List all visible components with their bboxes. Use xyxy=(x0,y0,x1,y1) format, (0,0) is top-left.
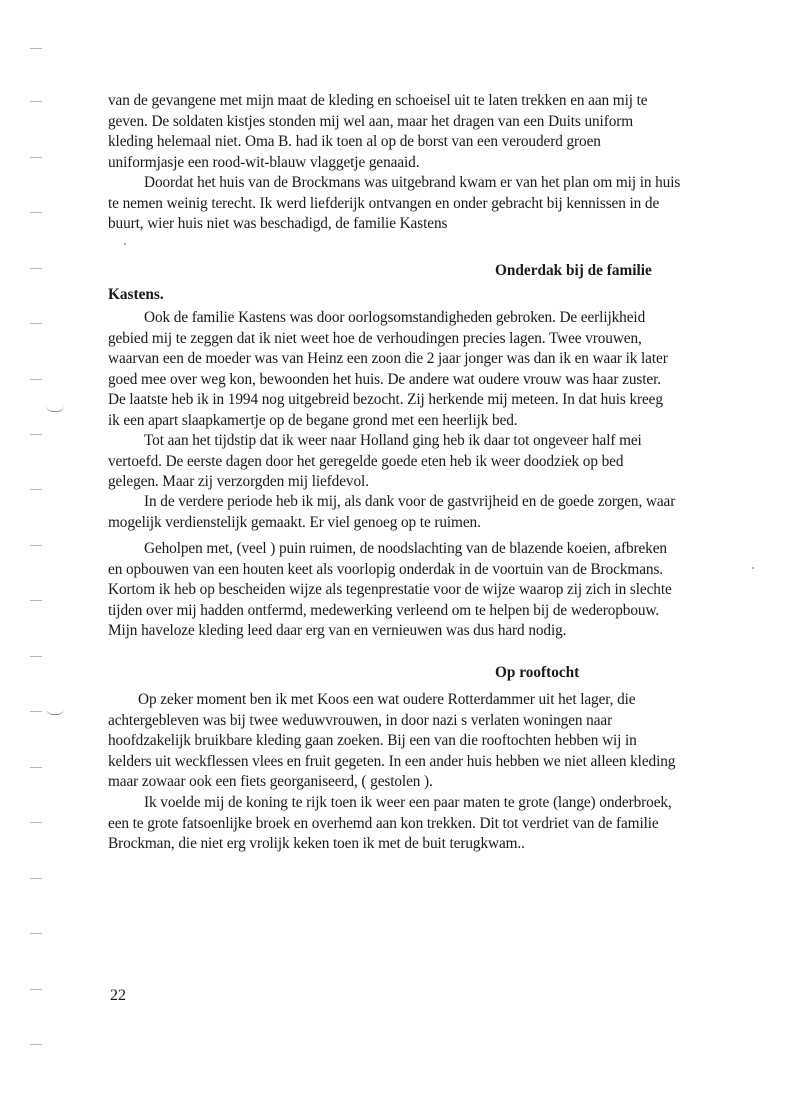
margin-mark xyxy=(30,489,42,490)
margin-mark xyxy=(30,48,42,49)
section-heading: Onderdak bij de familie xyxy=(495,262,652,279)
margin-mark xyxy=(30,656,42,657)
margin-curve xyxy=(46,405,64,412)
margin-mark xyxy=(30,268,42,269)
margin-mark xyxy=(30,434,42,435)
margin-mark xyxy=(30,989,42,990)
margin-mark xyxy=(30,101,42,102)
paragraph: Doordat het huis van de Brockmans was uitgebrand kwam er van het plan om mij in huis te nemen weinig terecht. Ik werd liefderijk ontvangen en onder gebracht bij kennissen in de buurt, wier huis niet was beschadigd, de familie Kastens xyxy=(108,174,681,232)
margin-mark xyxy=(30,600,42,601)
paragraph: Ik voelde mij de koning te rijk toen ik weer een paar maten te grote (lange) onderbroek, een te grote fatsoenlijke broek en overhemd aan kon trekken. Dit tot verdriet van de familie Brockman, die niet erg vrolijk keken toen ik met de buit terugkwam.. xyxy=(108,794,672,852)
margin-mark xyxy=(30,767,42,768)
margin-mark xyxy=(30,379,42,380)
margin-mark xyxy=(30,933,42,934)
margin-curve xyxy=(46,708,64,715)
margin-mark xyxy=(30,157,42,158)
section-heading: Op rooftocht xyxy=(495,664,580,681)
paragraph: Op zeker moment ben ik met Koos een wat oudere Rotterdammer uit het lager, die achtergebleven was bij twee weduwvrouwen, in door nazi s verlaten woningen naar hoofdzakelijk bruikbare kleding gaan zoeken. Bij een van die rooftochten hebben wij in kelders uit weckflessen vlees en fruit gegeten. In een ander huis hebben we niet alleen kleding maar zowaar ook een fiets georganiseerd, ( gestolen ). xyxy=(108,691,676,790)
paragraph: van de gevangene met mijn maat de kleding en schoeisel uit te laten trekken en aan mij te geven. De soldaten kistjes stonden mij wel aan, maar het dragen van een Duits uniform kleding helemaal niet. Oma B. had ik toen al op de borst van een verouderd groen uniformjasje een rood-wit-blauw vlaggetje genaaid. xyxy=(108,92,648,171)
margin-mark xyxy=(30,323,42,324)
margin-mark xyxy=(30,1044,42,1045)
paragraph: Geholpen met, (veel ) puin ruimen, de noodslachting van de blazende koeien, afbreken en opbouwen van een houten keet als voorlopig onderdak in de voortuin van de Brockmans. Kortom ik heb op bescheiden wijze als tegenprestatie voor de wijze waarop zij zich in slechte tijden over mij hadden ontfermd, medewerking verleend om te helpen bij de wederopbouw. Mijn haveloze kleding leed daar erg van en vernieuwen was dus hard nodig. xyxy=(108,540,672,639)
margin-mark xyxy=(30,545,42,546)
paragraph: Ook de familie Kastens was door oorlogsomstandigheden gebroken. De eerlijkheid gebied mij te zeggen dat ik niet weet hoe de verhoudingen precies lagen. Twee vrouwen, waarvan een de moeder was van Heinz een zoon die 2 jaar jonger was dan ik en waar ik later goed mee over weg kon, bewoonden het huis. De andere wat oudere vrouw was haar zuster. De laatste heb ik in 1994 nog uitgebreid bezocht. Zij herkende mij meteen. In dat huis kreeg ik een apart slaapkamertje op de begane grond met een heerlijk bed. xyxy=(108,309,668,429)
margin-mark xyxy=(30,822,42,823)
scan-speck xyxy=(124,243,126,245)
scan-speck xyxy=(752,567,754,569)
margin-mark xyxy=(30,878,42,879)
margin-mark xyxy=(30,711,42,712)
section-heading: Kastens. xyxy=(108,286,164,303)
paragraph: Tot aan het tijdstip dat ik weer naar Holland ging heb ik daar tot ongeveer half mei vertoefd. De eerste dagen door het geregelde goede eten heb ik weer doodziek op bed gelegen. Maar zij verzorgden mij liefdevol. xyxy=(108,432,642,490)
margin-mark xyxy=(30,212,42,213)
page-number: 22 xyxy=(110,987,126,1004)
paragraph: In de verdere periode heb ik mij, als dank voor de gastvrijheid en de goede zorgen, waar mogelijk verdienstelijk gemaakt. Er viel genoeg op te ruimen. xyxy=(108,493,676,531)
